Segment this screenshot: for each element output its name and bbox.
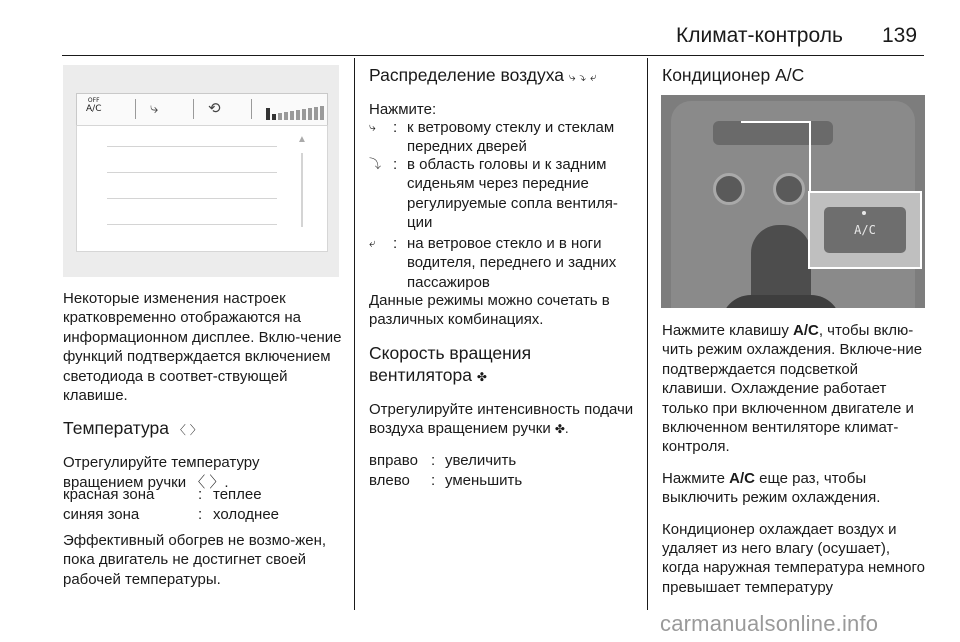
air-distribution-heading: Распределение воздуха ⤷ ⤵ ⤶	[369, 65, 597, 85]
right-column-body	[662, 321, 926, 609]
scrollbar	[301, 153, 303, 227]
air-distribution-icon: ⤷ ⤵ ⤶	[568, 70, 597, 84]
ac-paragraph-1: Нажмите клавишу A/C, чтобы вклю-чить режим охлаждения. Включе-ние подтверждается подсветкой клавиши. Охлаждение работает только при включенном двигателе и включенном вентиляторе климат-контроля.	[662, 322, 923, 456]
climate-display-figure	[63, 65, 339, 277]
center-console-photo	[661, 95, 925, 308]
zoom-inset	[808, 191, 922, 269]
fan-speed-indicator	[266, 102, 326, 120]
windshield-icon: ⤷	[369, 120, 376, 134]
middle-column-lower	[369, 291, 637, 452]
page-number: 139	[882, 24, 918, 47]
windshield-airflow-icon: ⤷	[150, 99, 159, 117]
right-column-heading	[662, 64, 926, 98]
temperature-knob-icon: 〈 〉	[173, 423, 202, 438]
temperature-heading: Температура 〈 〉	[63, 418, 202, 439]
column-divider	[354, 58, 355, 610]
combination-note: Данные режимы можно сочетать в различных комбинациях.	[369, 292, 610, 329]
left-column	[63, 289, 343, 504]
temperature-options: красная зона : теплее синяя зона : холоднее	[63, 486, 279, 523]
temperature-note: Эффективный обогрев не возмо-жен, пока двигатель не достигнет своей рабочей температуры.	[63, 532, 327, 588]
head-vent-icon: ⤵	[369, 157, 382, 171]
ac-button: A/C	[824, 207, 906, 253]
fan-speed-heading: Скорость вращения вентилятора ✤	[369, 342, 532, 385]
middle-column	[369, 64, 637, 123]
fan-icon: ✤	[476, 369, 487, 384]
ac-paragraph-3: Кондиционер охлаждает воздух и удаляет из него влагу (осушает), когда наружная температура немного превышает температуру	[662, 520, 925, 596]
divider	[251, 99, 252, 119]
intro-paragraph: Некоторые изменения настроек кратковременно отображаются на информационном дисплее. Вклю-чение функций подтверждается включением светодиода в соответ-ствующей клавише.	[63, 290, 342, 405]
fan-speed-paragraph: Отрегулируйте интенсивность подачи воздуха вращением ручки ✤.	[369, 400, 634, 438]
temperature-paragraph: Отрегулируйте температуру вращением ручки 〈 〉.	[63, 454, 260, 491]
foot-vent-icon: ⤶	[369, 236, 376, 250]
divider	[193, 99, 194, 119]
fan-icon: ✤.	[554, 422, 569, 437]
ac-status-indicator: OFF A/C	[86, 97, 102, 114]
fan-speed-options: вправо : увеличить влево : уменьшить	[369, 452, 523, 489]
display-screen	[76, 125, 328, 252]
divider	[135, 99, 136, 119]
column-divider	[647, 58, 648, 610]
callout-line	[741, 121, 811, 193]
ac-heading: Кондиционер A/C	[662, 65, 805, 85]
led-indicator	[862, 211, 866, 215]
ac-paragraph-2: Нажмите A/C еще раз, чтобы выключить режим охлаждения.	[662, 469, 881, 507]
scroll-up-icon: ▲	[297, 134, 307, 145]
page-title: Климат-контроль	[676, 24, 843, 47]
watermark: carmanualsonline.info	[660, 611, 879, 636]
press-label: Нажмите:	[369, 101, 437, 118]
recirculation-icon: ⟲	[208, 99, 221, 117]
header-divider	[62, 55, 924, 56]
